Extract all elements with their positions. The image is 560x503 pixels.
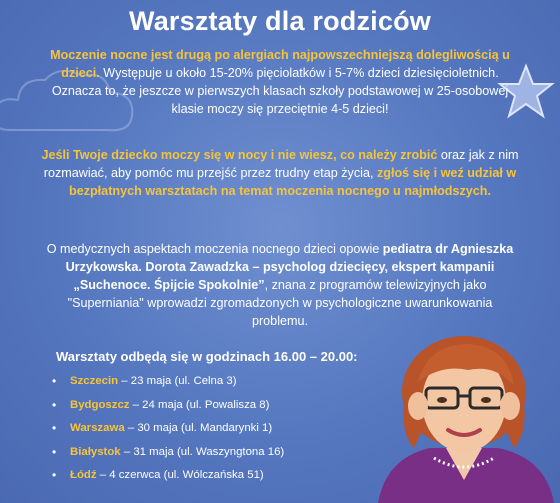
bullet-icon: • (52, 421, 57, 435)
invitation-text: oraz jak z nim rozmawiać, aby pomóc mu przejść przez trudny etap życia, (43, 148, 519, 180)
workshop-details: – 30 maja (ul. Mandarynki 1) (124, 422, 273, 434)
bullet-icon: • (52, 468, 57, 482)
workshop-details: – 24 maja (ul. Powalisza 8) (129, 398, 270, 411)
schedule-title: Warsztaty odbędą się w godzinach 16.00 – 20.00: (56, 349, 358, 364)
city-name: Warszawa (70, 422, 125, 434)
bullet-icon: • (52, 374, 57, 388)
schedule-list (52, 370, 284, 488)
city-name: Białystok (70, 445, 121, 458)
speakers-text-1: O medycznych aspektach moczenia nocnego dzieci opowie (46, 242, 383, 256)
city-name: Bydgoszcz (70, 398, 130, 411)
city-name: Szczecin (70, 375, 119, 387)
invitation-highlight-1: Jeśli Twoje dziecko moczy się w nocy i nie wiesz, co należy zrobić (41, 148, 438, 162)
intro-highlight: Moczenie nocne jest drugą po alergiach najpowszechniejszą dolegliwością u dzieci. (50, 48, 510, 80)
list-item (52, 441, 284, 465)
page-title: Warsztaty dla rodziców (129, 6, 431, 36)
intro-paragraph (40, 46, 520, 118)
list-item (52, 464, 284, 488)
speaker-pediatrician: pediatra dr Agnieszka Urzykowska. (65, 242, 514, 274)
bullet-icon: • (52, 397, 57, 412)
workshop-details: – 31 maja (ul. Waszyngtona 16) (120, 445, 285, 458)
speakers-text-2: , znana z programów telewizyjnych jako "Superniania" wprowadzi zgromadzonych w psychologiczne uwarunkowania problemu. (67, 278, 493, 328)
intro-text: Występuje u około 15-20% pięciolatków i 5-7% dzieci dziesięcioletnich. Oznacza to, że jeszcze w pierwszych klasach szkoły podstawowej w 25-osobowej klasie moczy się przeciętnie 4-5 dzieci! (51, 66, 509, 116)
psychologist-portrait (368, 330, 560, 503)
workshop-details: – 4 czerwca (ul. Wólczańska 51) (96, 469, 264, 481)
invitation-paragraph (40, 146, 520, 200)
list-item (52, 370, 284, 394)
list-item (52, 417, 284, 441)
city-name: Łódź (70, 469, 97, 481)
invitation-highlight-2: zgłoś się i weź udział w bezpłatnych warsztatach na temat moczenia nocnego u najmłodszych. (69, 166, 517, 198)
speaker-psychologist: Dorota Zawadzka – psycholog dziecięcy, ekspert kampanii „Suchenoce. Śpijcie Spokolnie” (73, 260, 495, 292)
speakers-paragraph (40, 240, 520, 330)
bullet-icon: • (52, 444, 57, 459)
list-item (52, 394, 284, 418)
workshop-details: – 23 maja (ul. Celna 3) (118, 375, 237, 387)
